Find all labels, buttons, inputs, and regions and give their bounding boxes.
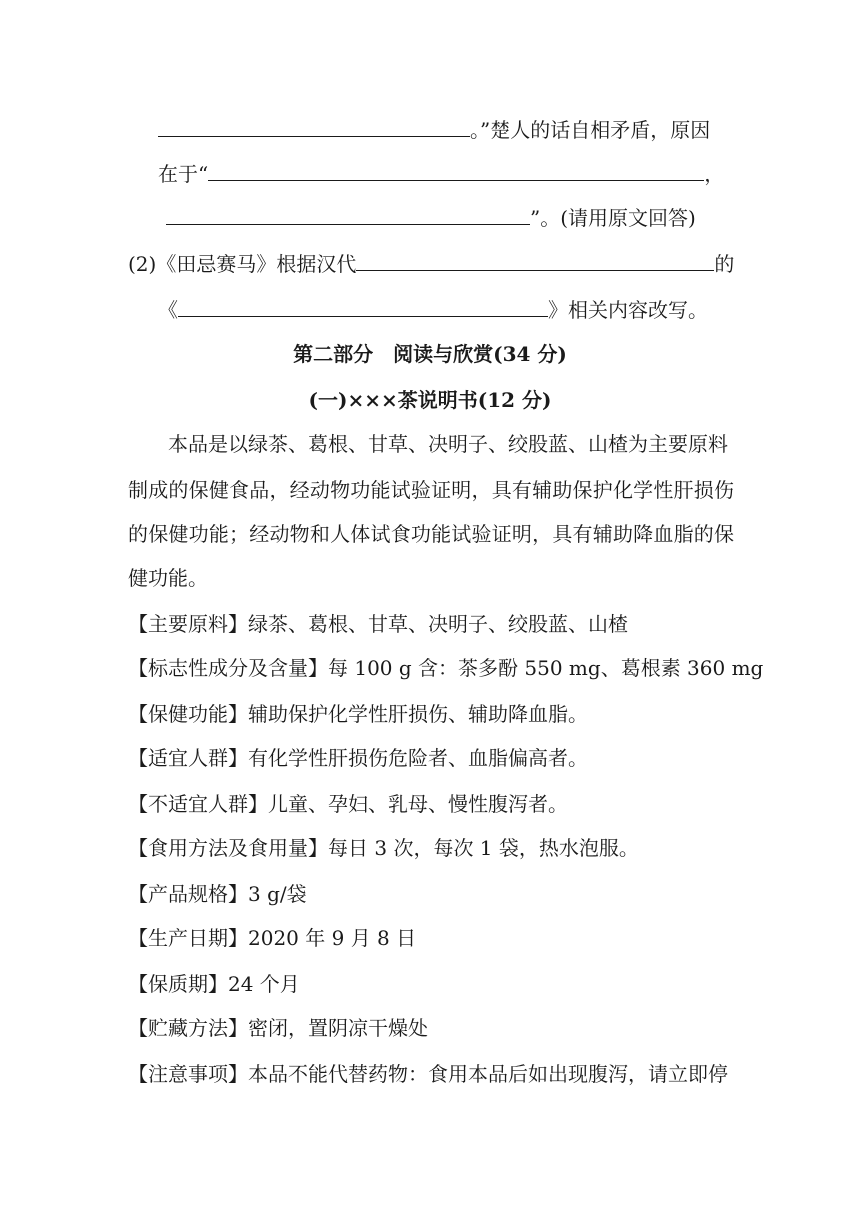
section-title: 第二部分 阅读与欣赏(34 分) [293,342,567,366]
spec-label: 【生产日期】 [128,926,248,950]
spec-label: 【保健功能】 [128,702,248,726]
intro-line: 本品是以绿茶、葛根、甘草、决明子、绞股蓝、山楂为主要原料 [168,432,728,456]
spec-label: 【不适宜人群】 [128,792,268,816]
line-text: (2)《田忌赛马》根据汉代 [128,252,357,276]
spec-item [128,744,588,772]
line-text: ， [704,162,725,186]
spec-item [128,880,307,908]
spec-label: 【适宜人群】 [128,746,248,770]
spec-value: 儿童、孕妇、乳母、慢性腹泻者。 [268,792,568,816]
question-line-2 [158,160,724,188]
spec-item [128,924,416,952]
line-text: 的 [714,252,735,276]
spec-value: 3 g/袋 [248,882,307,906]
spec-label: 【产品规格】 [128,882,248,906]
line-text: 》相关内容改写。 [548,298,708,322]
intro-line: 的保健功能；经动物和人体试食功能试验证明，具有辅助降血脂的保 [128,522,734,546]
spec-item [128,834,639,862]
spec-value: 辅助保护化学性肝损伤、辅助降血脂。 [248,702,588,726]
spec-value: 2020 年 9 月 8 日 [248,926,417,950]
spec-item [128,970,300,998]
answer-blank[interactable] [158,116,470,137]
question-line-3 [166,204,696,232]
spec-item [128,610,628,638]
answer-blank[interactable] [166,204,530,225]
spec-item [128,1060,728,1088]
spec-item [128,654,763,682]
line-text: 在于“ [158,162,209,186]
spec-label: 【注意事项】 [128,1062,248,1086]
spec-label: 【食用方法及食用量】 [128,836,328,860]
intro-line: 制成的保健食品，经动物功能试验证明，具有辅助保护化学性肝损伤 [128,478,734,502]
spec-value: 每 100 g 含：茶多酚 550 mg、葛根素 360 mg [328,656,764,680]
passage-title: (一)×××茶说明书(12 分) [308,388,552,412]
answer-blank[interactable] [208,160,704,181]
spec-item [128,700,588,728]
answer-blank[interactable] [356,250,714,271]
line-text: 。”楚人的话自相矛盾，原因 [470,118,711,142]
spec-label: 【主要原料】 [128,612,248,636]
spec-item [128,1014,428,1042]
question-line-1 [158,116,710,144]
question-line-5 [158,296,708,324]
spec-label: 【贮藏方法】 [128,1016,248,1040]
spec-label: 【标志性成分及含量】 [128,656,328,680]
spec-label: 【保质期】 [128,972,228,996]
spec-value: 绿茶、葛根、甘草、决明子、绞股蓝、山楂 [248,612,628,636]
line-text: ”。(请用原文回答) [530,206,696,230]
answer-blank[interactable] [178,296,548,317]
intro-line: 健功能。 [128,566,208,590]
spec-value: 24 个月 [228,972,300,996]
question-line-4 [128,250,734,278]
line-text: 《 [158,298,178,322]
spec-value: 有化学性肝损伤危险者、血脂偏高者。 [248,746,588,770]
spec-value: 本品不能代替药物：食用本品后如出现腹泻，请立即停 [248,1062,728,1086]
spec-value: 每日 3 次，每次 1 袋，热水泡服。 [328,836,639,860]
spec-value: 密闭，置阴凉干燥处 [248,1016,428,1040]
spec-item [128,790,568,818]
